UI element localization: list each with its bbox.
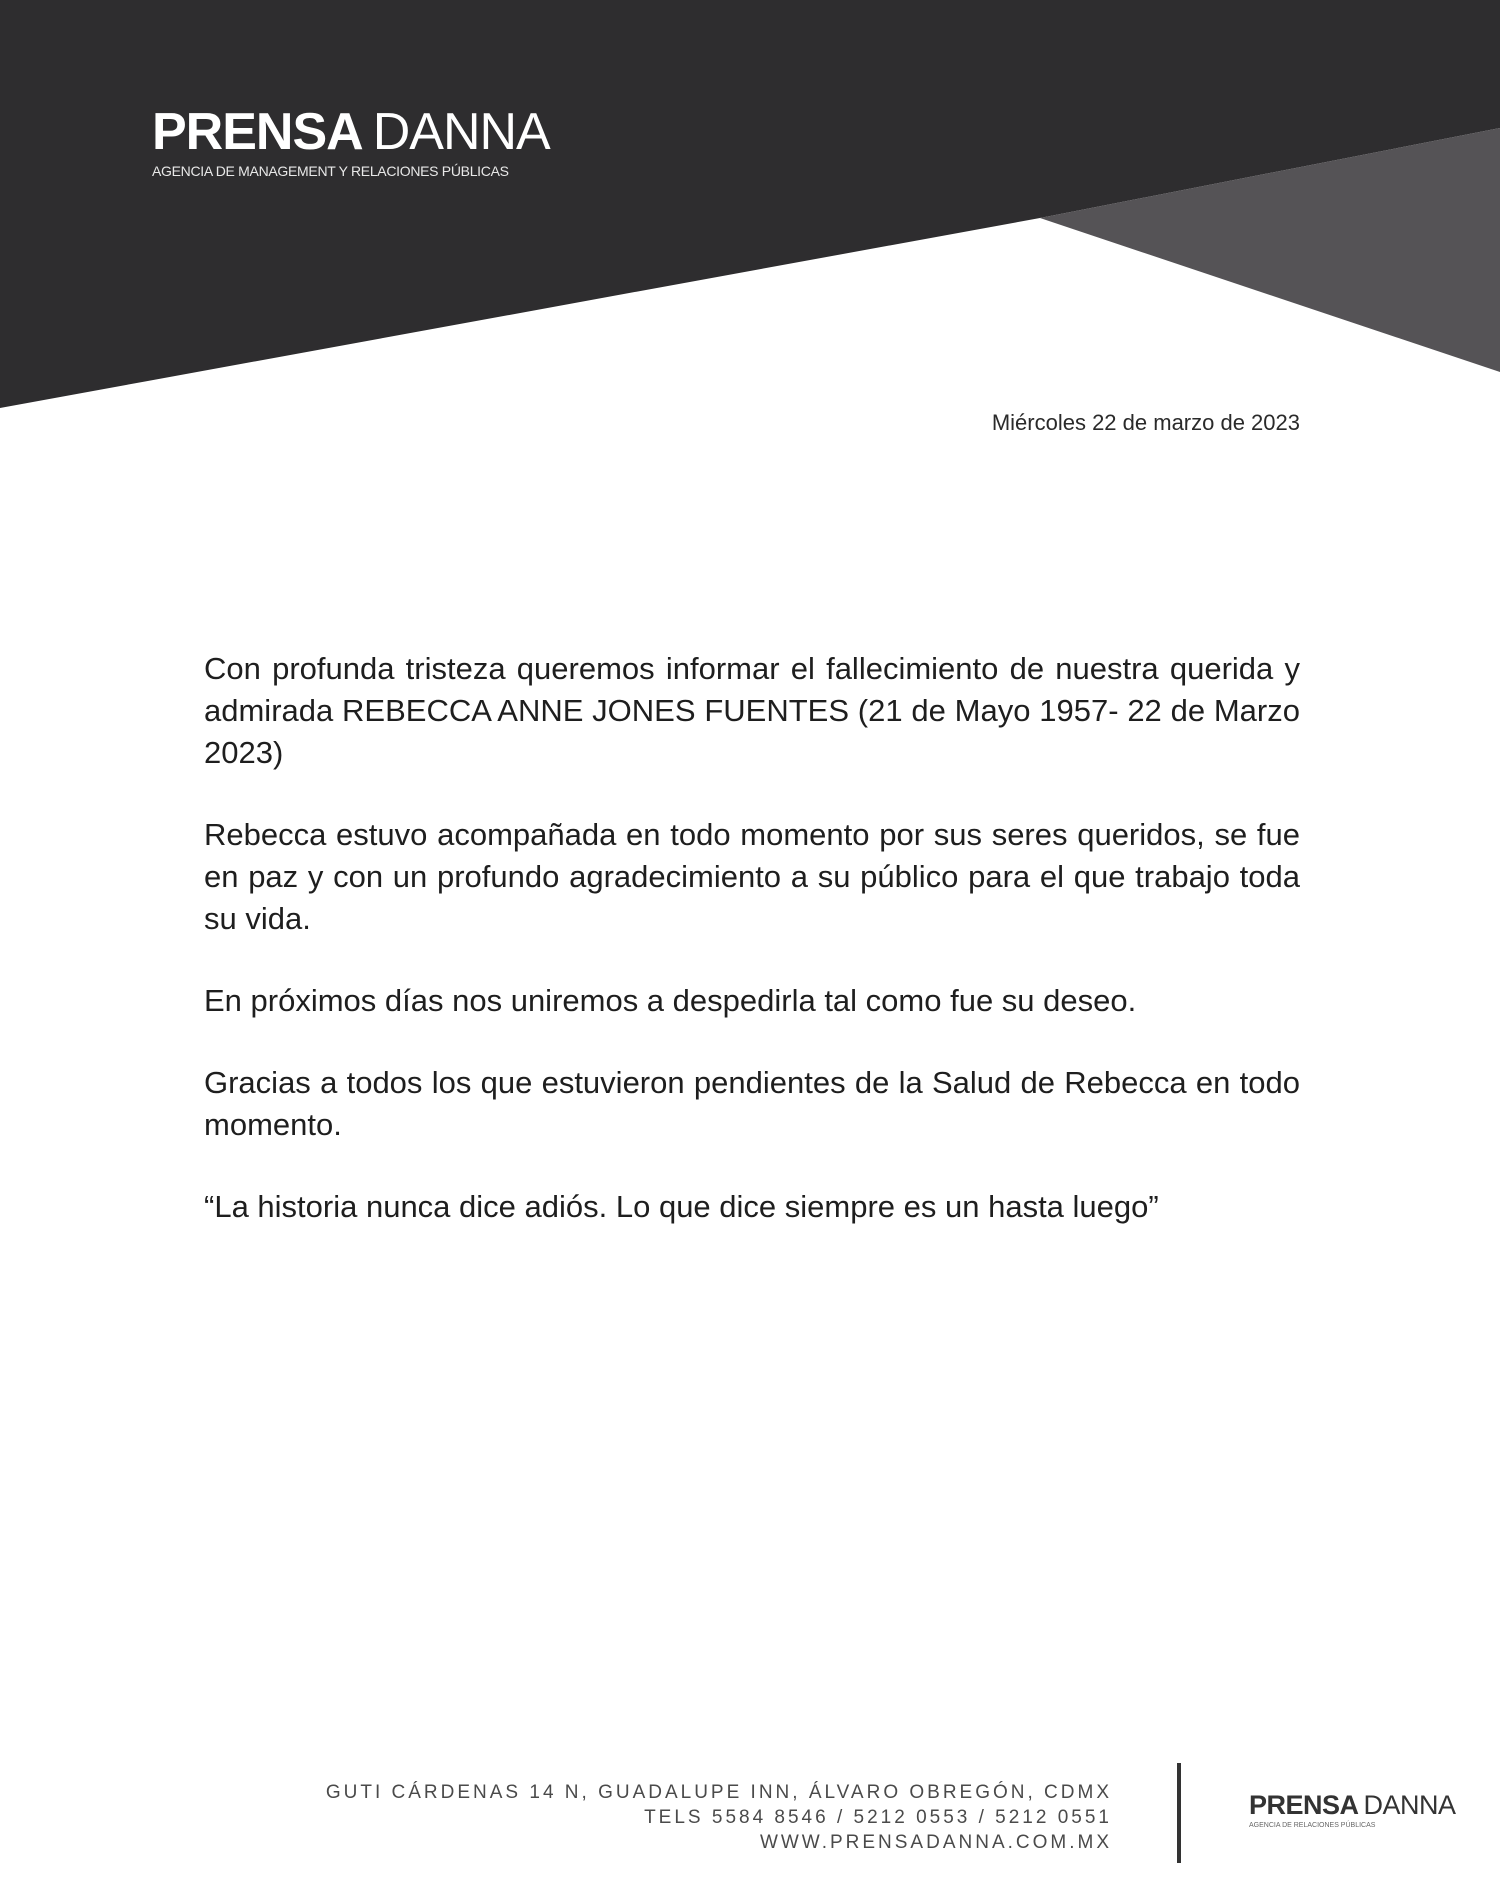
footer-phones: TELS 5584 8546 / 5212 0553 / 5212 0551 (644, 1807, 1112, 1828)
paragraph-farewell: En próximos días nos uniremos a despedirla tal como fue su deseo. (204, 983, 1137, 1018)
footer-logo-wordmark (1249, 1790, 1456, 1820)
footer-website: WWW.PRENSADANNA.COM.MX (759, 1832, 1112, 1853)
closing-quote: “La historia nunca dice adiós. Lo que dice siempre es un hasta luego” (204, 1189, 1159, 1224)
logo-word-bold: PRENSA (152, 103, 363, 161)
footer-logo-tagline: AGENCIA DE RELACIONES PÚBLICAS (1249, 1822, 1376, 1829)
footer-divider (1177, 1763, 1181, 1863)
footer-logo-word-bold: PRENSA (1249, 1790, 1359, 1820)
document-body (204, 648, 1300, 1268)
document-date: Miércoles 22 de marzo de 2023 (991, 410, 1300, 435)
paragraph-announcement: Con profunda tristeza queremos informar el fallecimiento de nuestra querida y admirada REBECCA ANNE JONES FUENTES (21 de Mayo 1957- 22 de Marzo 2023) (204, 651, 1300, 770)
footer-logo (1249, 1790, 1456, 1830)
header-logo (152, 104, 550, 180)
logo-wordmark (152, 104, 550, 160)
logo-tagline: AGENCIA DE MANAGEMENT Y RELACIONES PÚBLICAS (152, 163, 509, 179)
footer-logo-word-light: DANNA (1363, 1790, 1456, 1820)
header-banner (0, 0, 1500, 420)
footer-contact (326, 1780, 1112, 1855)
logo-word-light: DANNA (372, 103, 550, 161)
paragraph-accompanied: Rebecca estuvo acompañada en todo momento por sus seres queridos, se fue en paz y con un profundo agradecimiento a su público para el que trabajo toda su vida. (204, 817, 1300, 936)
footer-address-line: GUTI CÁRDENAS 14 N, GUADALUPE INN, ÁLVARO OBREGÓN, CDMX (325, 1782, 1112, 1803)
paragraph-thanks: Gracias a todos los que estuvieron pendientes de la Salud de Rebecca en todo momento. (204, 1065, 1300, 1142)
